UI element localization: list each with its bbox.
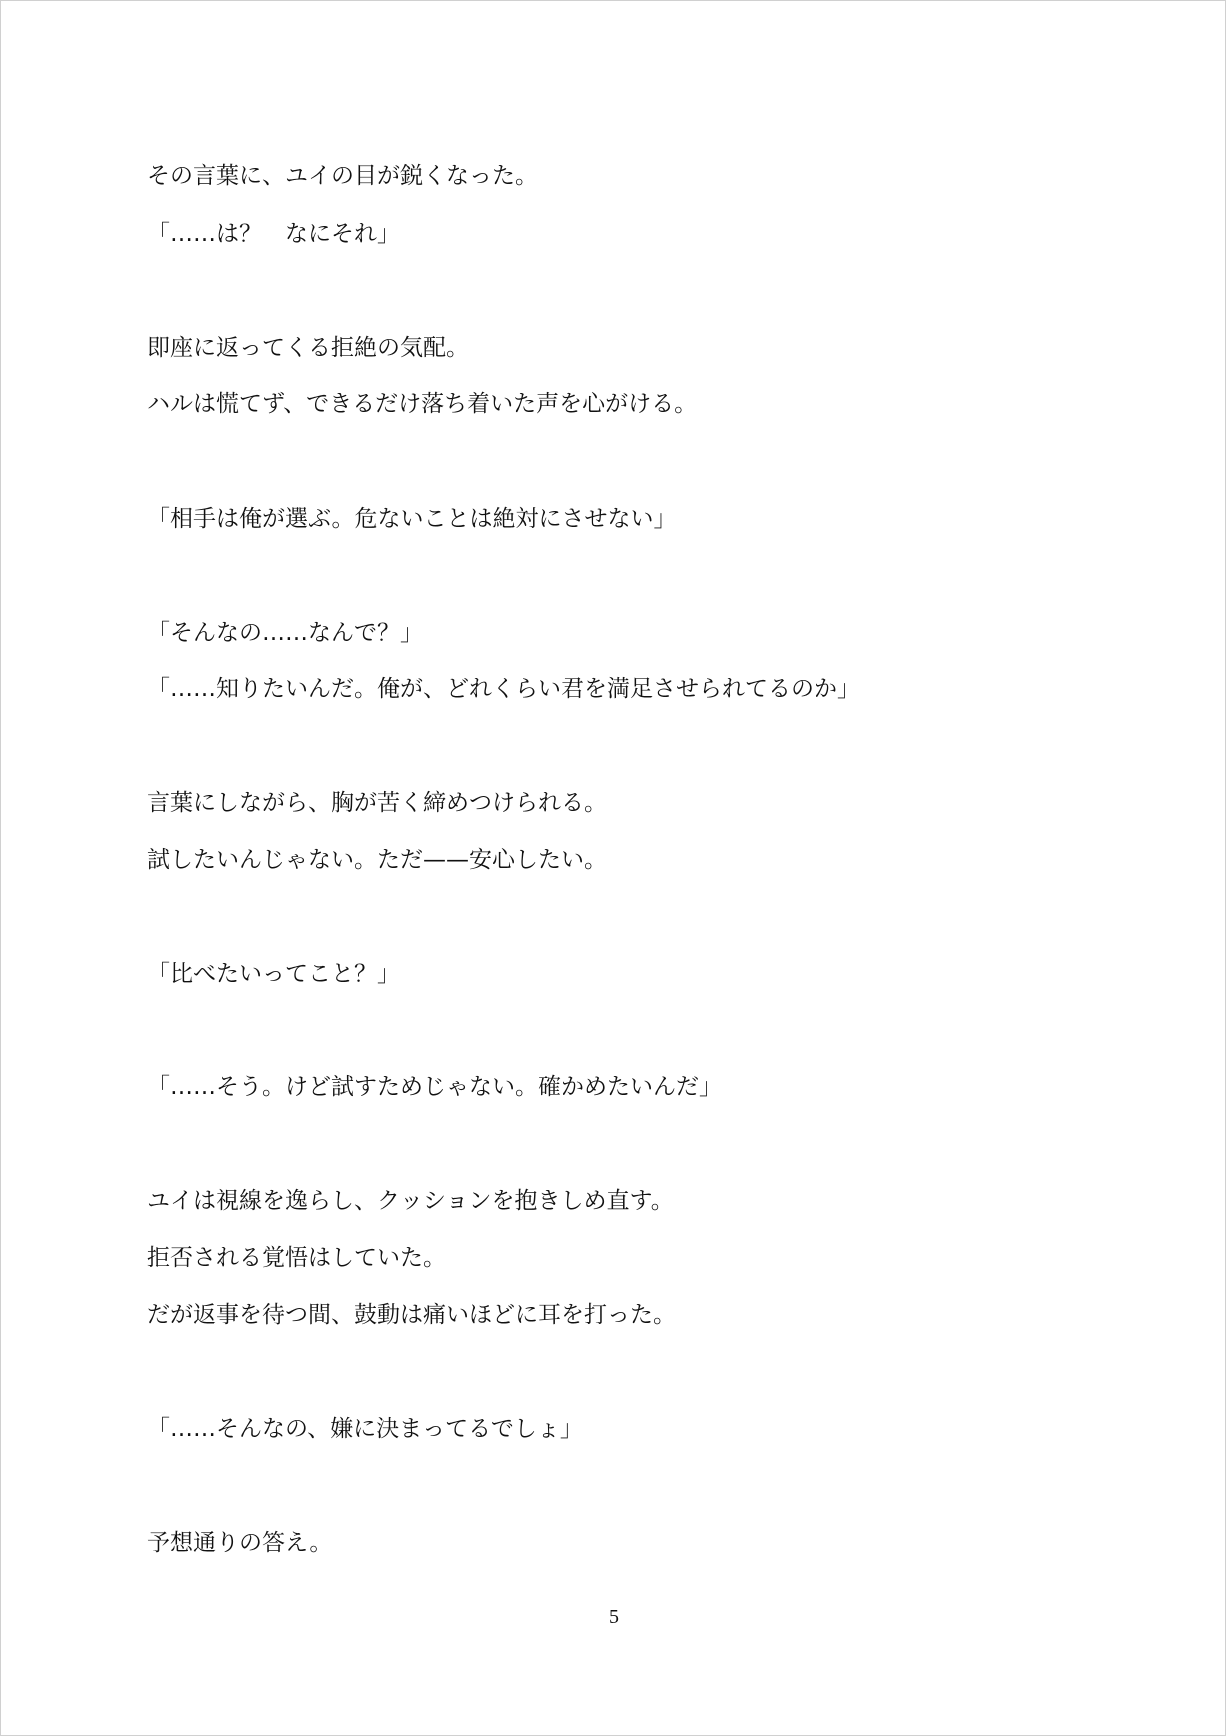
- text-line: 即座に返ってくる拒絶の気配。: [147, 335, 469, 361]
- text-line: 試したいんじゃない。ただ——安心したい。: [147, 847, 607, 873]
- text-line: 「比べたいってこと？」: [147, 961, 400, 987]
- text-line: 言葉にしながら、胸が苦く締めつけられる。: [147, 790, 607, 816]
- text-line: だが返事を待つ間、鼓動は痛いほどに耳を打った。: [147, 1302, 676, 1328]
- text-line: その言葉に、ユイの目が鋭くなった。: [147, 163, 538, 189]
- text-line: 「相手は俺が選ぶ。危ないことは絶対にさせない」: [147, 506, 677, 532]
- text-line: 「……そんなの、嫌に決まってるでしょ」: [147, 1416, 583, 1442]
- text-line: 「……は？ なにそれ」: [147, 221, 400, 247]
- text-line: ユイは視線を逸らし、クッションを抱きしめ直す。: [147, 1188, 674, 1214]
- text-line: 拒否される覚悟はしていた。: [147, 1245, 446, 1271]
- page-number: 5: [609, 1606, 619, 1628]
- text-line: 「……知りたいんだ。俺が、どれくらい君を満足させられてるのか」: [147, 676, 860, 702]
- text-line: 「……そう。けど試すためじゃない。確かめたいんだ」: [147, 1074, 722, 1100]
- text-line: 「そんなの……なんで？」: [147, 620, 423, 646]
- text-line: 予想通りの答え。: [147, 1530, 333, 1556]
- text-line: ハルは慌てず、できるだけ落ち着いた声を心がける。: [147, 391, 698, 417]
